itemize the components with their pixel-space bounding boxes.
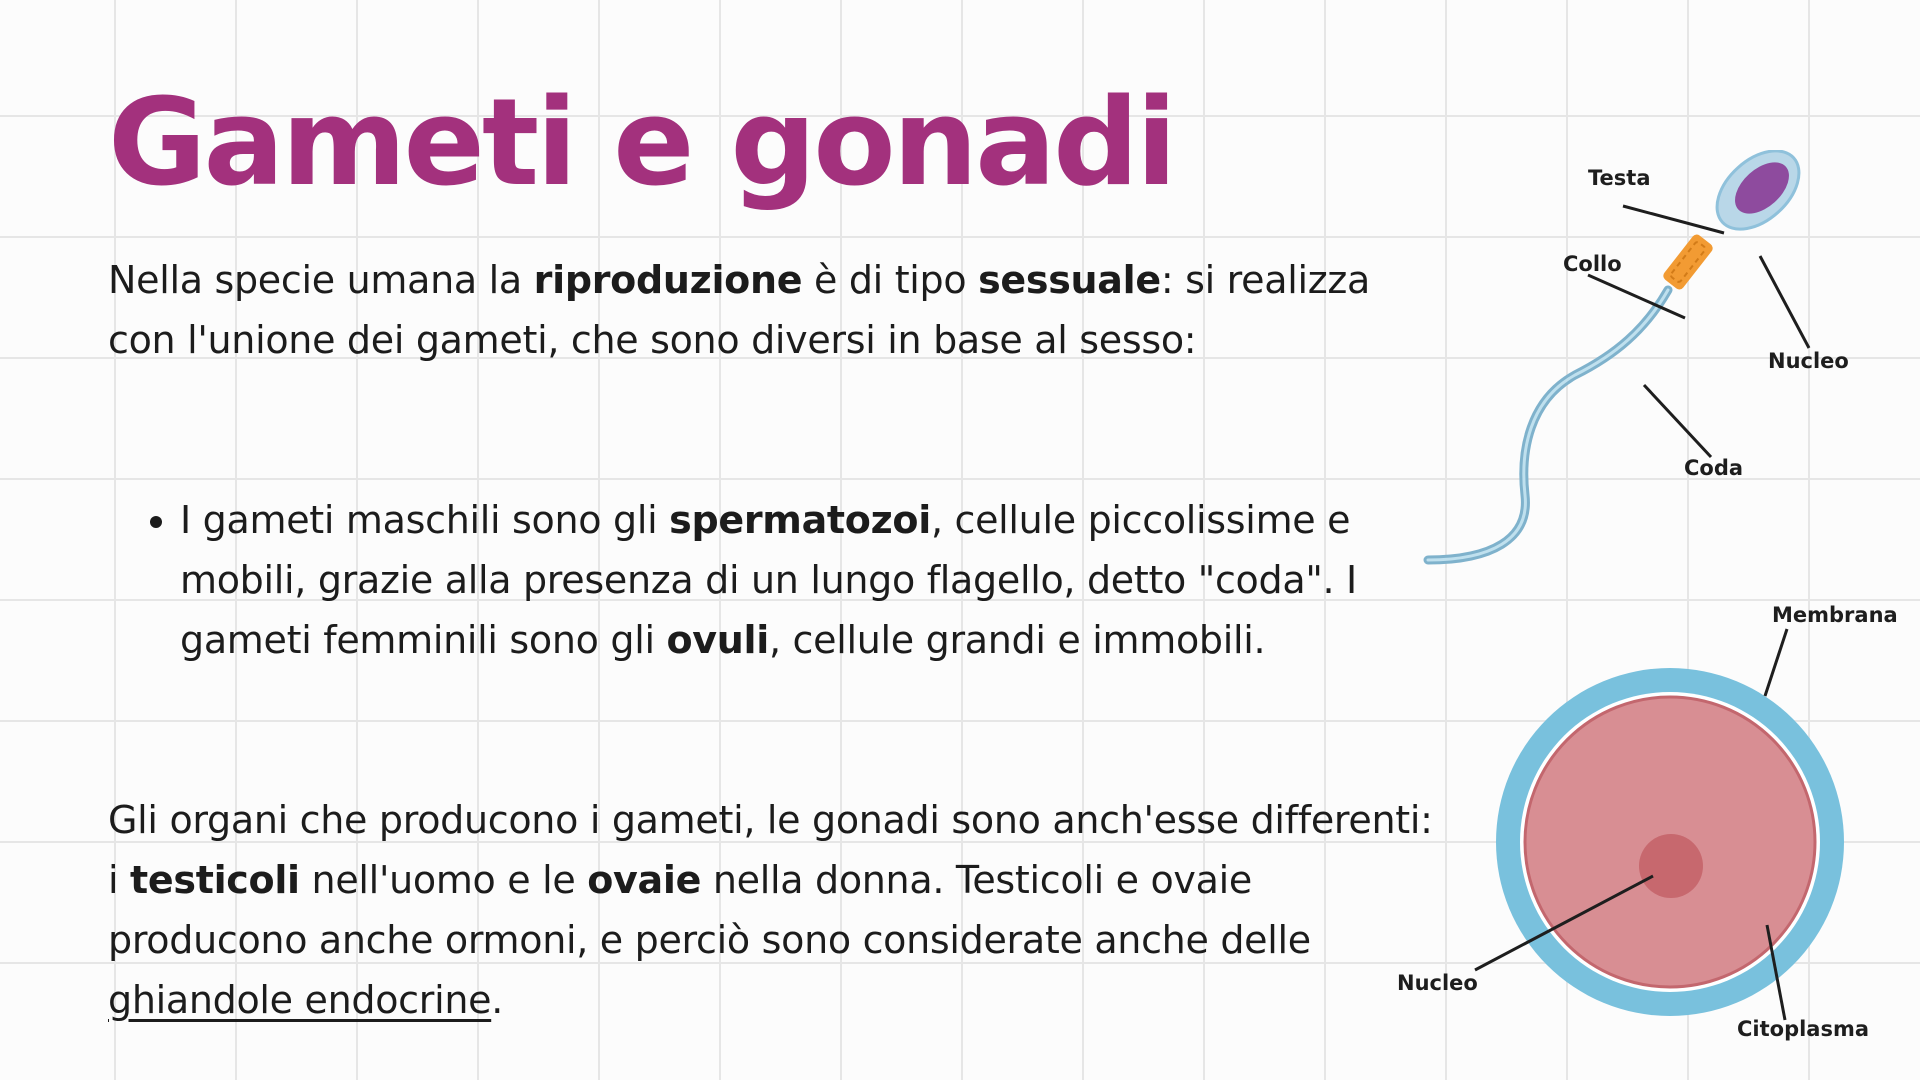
gonadi-underline-ghiandole: ghiandole endocrine xyxy=(108,978,492,1022)
bullet-bold-spermatozoi: spermatozoi xyxy=(669,498,931,542)
egg-illustration xyxy=(1397,603,1898,1041)
gonadi-text-4: . xyxy=(491,978,503,1022)
bullet-text-3: , cellule grandi e immobili. xyxy=(768,618,1266,662)
gonadi-bold-testicoli: testicoli xyxy=(130,858,300,902)
gametes-diagram xyxy=(1380,150,1900,1050)
intro-bold-riproduzione: riproduzione xyxy=(533,258,803,302)
label-collo: Collo xyxy=(1563,252,1622,276)
intro-text-3: : si realizza con l'unione dei gameti, che sono diversi in base al sesso: xyxy=(108,258,1371,362)
egg-nucleus xyxy=(1639,834,1703,898)
label-membrana: Membrana xyxy=(1772,603,1898,627)
intro-text-1: Nella specie umana la xyxy=(108,258,534,302)
bullet-text-1: I gameti maschili sono gli xyxy=(180,498,670,542)
bullet-bold-ovuli: ovuli xyxy=(666,618,769,662)
gonadi-paragraph xyxy=(108,790,1438,1030)
membrana-pointer xyxy=(1765,629,1787,696)
sperm-illustration xyxy=(1428,150,1849,560)
gonadi-text-1: Gli organi che producono i gameti, le gonadi sono anch'esse differenti: i xyxy=(108,798,1433,902)
intro-paragraph xyxy=(108,250,1408,370)
sperm-tail xyxy=(1428,290,1668,560)
gonadi-text-3: nella donna. Testicoli e ovaie producono anche ormoni, e perciò sono considerate anche delle xyxy=(108,858,1311,962)
label-coda: Coda xyxy=(1684,456,1744,480)
label-citoplasma: Citoplasma xyxy=(1737,1017,1870,1041)
testa-pointer xyxy=(1623,206,1724,233)
gonadi-text-2: nell'uomo e le xyxy=(299,858,588,902)
label-nucleo-sperm: Nucleo xyxy=(1768,349,1849,373)
label-testa: Testa xyxy=(1588,166,1651,190)
intro-bold-sessuale: sessuale xyxy=(978,258,1161,302)
nucleo-pointer-sperm xyxy=(1760,256,1809,348)
page-title: Gameti e gonadi xyxy=(108,74,1175,213)
coda-pointer xyxy=(1644,385,1711,457)
list-item xyxy=(180,490,1430,670)
bullet-text-2: , cellule piccolissime e mobili, grazie alla presenza di un lungo flagello, detto "coda". I gameti femminili sono gli xyxy=(180,498,1357,662)
gameti-bullet-list xyxy=(108,490,1430,670)
gonadi-bold-ovaie: ovaie xyxy=(587,858,702,902)
intro-text-2: è di tipo xyxy=(802,258,979,302)
label-nucleo-egg: Nucleo xyxy=(1397,971,1478,995)
sperm-neck xyxy=(1661,233,1714,292)
